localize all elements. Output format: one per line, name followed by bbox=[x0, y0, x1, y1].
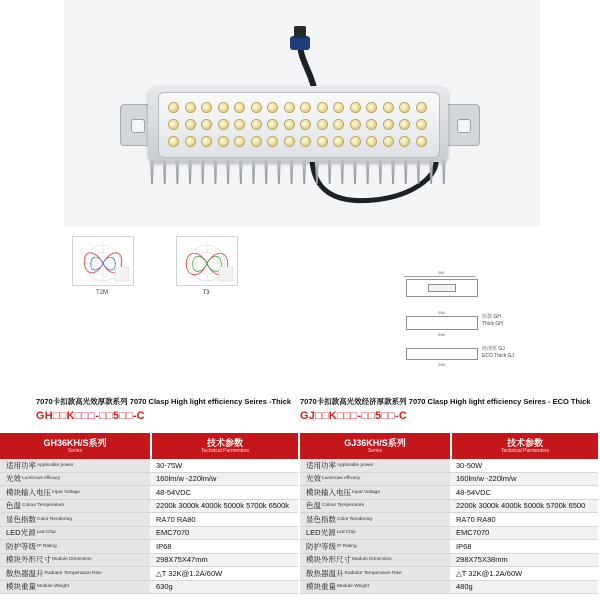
table-row bbox=[300, 581, 598, 595]
led-chip bbox=[268, 137, 277, 146]
table-body bbox=[300, 459, 598, 594]
row-label-cn: 模块外形尺寸 bbox=[6, 555, 51, 565]
row-label-en: Luminous efficacy bbox=[322, 476, 361, 482]
row-label-en: Colour Temperature bbox=[22, 503, 65, 509]
heatsink-fins bbox=[150, 160, 446, 184]
row-value: 30-75W bbox=[150, 459, 298, 472]
row-value: 2200k 3000k 4000k 5000k 5700k 6500k bbox=[150, 500, 298, 513]
drawing-note-thick bbox=[482, 314, 503, 328]
led-chip bbox=[202, 120, 211, 129]
led-chip bbox=[367, 120, 376, 129]
led-chip bbox=[351, 137, 360, 146]
row-value: EMC7070 bbox=[450, 527, 598, 540]
drawing-note-thick-cn: 厚款 GH bbox=[482, 314, 501, 320]
dimension-line-top bbox=[404, 276, 476, 277]
led-chip bbox=[235, 103, 244, 112]
row-label-en: Module Weight bbox=[37, 584, 69, 590]
table-row bbox=[300, 567, 598, 581]
row-label-en: IP Rating bbox=[37, 543, 57, 549]
row-value: 160lm/w -220lm/w bbox=[450, 473, 598, 486]
row-value: 298X75X38mm bbox=[450, 554, 598, 567]
row-value: 30-50W bbox=[450, 459, 598, 472]
table-row bbox=[0, 527, 298, 541]
row-value: IP68 bbox=[150, 540, 298, 553]
header-params-cell bbox=[452, 433, 598, 459]
led-chip bbox=[285, 137, 294, 146]
dimension-top: 281 bbox=[438, 270, 445, 275]
led-chip bbox=[268, 103, 277, 112]
model-code-thick: GH□□K□□□-□□5□□-C bbox=[36, 410, 145, 422]
table-row bbox=[0, 540, 298, 554]
series-title-eco: 7070卡扣款高光效经济厚款系列 7070 Clasp High light efficiency Seires - ECO Thick bbox=[300, 397, 591, 406]
row-value: EMC7070 bbox=[150, 527, 298, 540]
row-value: 480g bbox=[450, 581, 598, 594]
row-label bbox=[0, 527, 150, 540]
heatsink-fin bbox=[239, 160, 243, 184]
row-label bbox=[300, 513, 450, 526]
table-row bbox=[0, 581, 298, 595]
row-value: 160lm/w -220lm/w bbox=[150, 473, 298, 486]
row-label-cn: 模块重量 bbox=[6, 582, 36, 592]
row-label-en: Radiator Temperature Rise bbox=[344, 570, 402, 576]
header-params: 技术参数 bbox=[506, 437, 543, 448]
header-series-cell bbox=[0, 433, 152, 459]
table-row bbox=[0, 473, 298, 487]
led-chip bbox=[186, 103, 195, 112]
table-row bbox=[300, 473, 598, 487]
row-label-en: Applicable power bbox=[37, 462, 74, 468]
table-row bbox=[0, 554, 298, 568]
table-row bbox=[300, 527, 598, 541]
led-chip bbox=[219, 137, 228, 146]
row-label-en: Color Rendering bbox=[37, 516, 72, 522]
led-chip bbox=[301, 103, 310, 112]
row-value: 630g bbox=[150, 581, 298, 594]
row-label-en: Radiator Temperature Rise bbox=[44, 570, 102, 576]
led-chip bbox=[417, 103, 426, 112]
heatsink-fin bbox=[290, 160, 294, 184]
row-label-cn: LED光源 bbox=[306, 528, 336, 538]
led-chip bbox=[252, 137, 261, 146]
row-label bbox=[0, 554, 150, 567]
row-label-en: Module Dimension bbox=[352, 557, 392, 563]
row-label-cn: 模块输入电压 bbox=[6, 487, 51, 497]
heatsink-fin bbox=[315, 160, 319, 184]
led-chip bbox=[169, 137, 178, 146]
led-chip bbox=[169, 103, 178, 112]
row-label-cn: LED光源 bbox=[6, 528, 36, 538]
row-label-cn: 色温 bbox=[6, 501, 21, 511]
diagram-caption-t2m: T2M bbox=[96, 290, 108, 296]
drawing-eco-side bbox=[406, 348, 478, 360]
row-label-en: Colour Temperature bbox=[322, 503, 365, 509]
heatsink-fin bbox=[404, 160, 408, 184]
row-label bbox=[300, 486, 450, 499]
row-label-cn: 光效 bbox=[306, 474, 321, 484]
heatsink-fin bbox=[366, 160, 370, 184]
row-label-cn: 防护等级 bbox=[6, 541, 36, 551]
heatsink-fin bbox=[163, 160, 167, 184]
led-chip bbox=[301, 137, 310, 146]
heatsink-fin bbox=[328, 160, 332, 184]
row-label-en: Module Weight bbox=[337, 584, 369, 590]
heatsink-fin bbox=[442, 160, 446, 184]
dimension-bottom: 298 bbox=[438, 362, 445, 367]
led-chip bbox=[318, 137, 327, 146]
row-label-cn: 模块外形尺寸 bbox=[306, 555, 351, 565]
row-label-cn: 模块重量 bbox=[306, 582, 336, 592]
row-label-cn: 模块输入电压 bbox=[306, 487, 351, 497]
led-chip bbox=[318, 103, 327, 112]
row-label bbox=[300, 581, 450, 594]
led-chip bbox=[268, 120, 277, 129]
heatsink-fin bbox=[175, 160, 179, 184]
led-chip bbox=[351, 120, 360, 129]
table-row bbox=[0, 567, 298, 581]
row-label bbox=[0, 473, 150, 486]
heatsink-fin bbox=[188, 160, 192, 184]
drawing-top-inner bbox=[428, 284, 456, 292]
row-label-en: Led Chip bbox=[36, 530, 56, 536]
row-label-cn: 散热器温升 bbox=[6, 568, 44, 578]
row-label-en: Luminous efficacy bbox=[22, 476, 61, 482]
row-label bbox=[0, 567, 150, 580]
table-row bbox=[300, 500, 598, 514]
row-label-cn: 显色指数 bbox=[6, 514, 36, 524]
spec-table-eco bbox=[300, 433, 598, 594]
heatsink-fin bbox=[277, 160, 281, 184]
heatsink-fin bbox=[391, 160, 395, 184]
row-value: △T 32K@1.2A/60W bbox=[150, 567, 298, 580]
row-label bbox=[0, 513, 150, 526]
drawing-note-eco-en: ECO Thick GJ bbox=[482, 353, 514, 359]
led-chip bbox=[202, 103, 211, 112]
drawing-note-thick-en: Thick GH bbox=[482, 321, 503, 327]
heatsink-fin bbox=[340, 160, 344, 184]
header-params: 技术参数 bbox=[206, 437, 243, 448]
led-chip bbox=[202, 137, 211, 146]
led-chip bbox=[285, 120, 294, 129]
led-chip bbox=[367, 137, 376, 146]
dimension-mid-2: 236 bbox=[438, 332, 445, 337]
series-title-thick: 7070卡扣款高光效厚款系列 7070 Clasp High light efficiency Seires -Thick bbox=[36, 397, 292, 406]
led-chip bbox=[219, 103, 228, 112]
row-value: 2200k 3000k 4000k 5000k 5700k 6500 bbox=[450, 500, 598, 513]
table-body bbox=[0, 459, 298, 594]
led-chip bbox=[219, 120, 228, 129]
header-series: GJ36KH/S系列 bbox=[344, 437, 406, 448]
header-series-cell bbox=[300, 433, 452, 459]
heatsink-fin bbox=[226, 160, 230, 184]
mounting-ear-right bbox=[446, 104, 480, 146]
led-lens-plate bbox=[158, 92, 440, 158]
led-chip bbox=[367, 103, 376, 112]
led-chip bbox=[334, 137, 343, 146]
led-chip bbox=[285, 103, 294, 112]
led-chip bbox=[417, 120, 426, 129]
row-label-cn: 显色指数 bbox=[306, 514, 336, 524]
row-label-cn: 适用功率 bbox=[306, 460, 336, 470]
row-value: 298X75X47mm bbox=[150, 554, 298, 567]
row-label bbox=[300, 459, 450, 472]
led-chip bbox=[417, 137, 426, 146]
row-label bbox=[0, 500, 150, 513]
led-chip bbox=[334, 120, 343, 129]
row-label bbox=[0, 581, 150, 594]
header-params-sub: Technical Parmenters bbox=[200, 447, 250, 454]
row-label bbox=[0, 486, 150, 499]
heatsink-fin bbox=[264, 160, 268, 184]
heatsink-fin bbox=[252, 160, 256, 184]
model-code-eco: GJ□□K□□□-□□5□□-C bbox=[300, 410, 408, 422]
row-label-en: Led Chip bbox=[336, 530, 356, 536]
led-chip bbox=[400, 103, 409, 112]
heatsink-fin bbox=[429, 160, 433, 184]
heatsink-fin bbox=[302, 160, 306, 184]
table-row bbox=[300, 540, 598, 554]
row-value: 48-54VDC bbox=[450, 486, 598, 499]
row-label bbox=[300, 540, 450, 553]
header-series-sub: Series bbox=[67, 447, 83, 454]
led-chip bbox=[351, 103, 360, 112]
heatsink-fin bbox=[416, 160, 420, 184]
heatsink-fin bbox=[201, 160, 205, 184]
row-label bbox=[0, 540, 150, 553]
drawing-note-eco-cn: 经济厚 GJ bbox=[482, 346, 505, 352]
led-chip bbox=[252, 120, 261, 129]
row-label-cn: 防护等级 bbox=[306, 541, 336, 551]
led-chip bbox=[384, 137, 393, 146]
row-value: IP68 bbox=[450, 540, 598, 553]
row-label-en: Input Voltage bbox=[52, 489, 81, 495]
table-header bbox=[300, 433, 598, 459]
led-chip bbox=[301, 120, 310, 129]
led-chip bbox=[186, 120, 195, 129]
photometric-diagram-t2m bbox=[72, 236, 134, 286]
heatsink-fin bbox=[213, 160, 217, 184]
row-value: 48-54VDC bbox=[150, 486, 298, 499]
table-row bbox=[300, 554, 598, 568]
heatsink-fin bbox=[353, 160, 357, 184]
row-label bbox=[300, 500, 450, 513]
header-params-cell bbox=[152, 433, 298, 459]
row-label-en: Color Rendering bbox=[337, 516, 372, 522]
table-row bbox=[0, 500, 298, 514]
heatsink-fin bbox=[378, 160, 382, 184]
led-chip bbox=[400, 120, 409, 129]
row-label-en: Module Dimension bbox=[52, 557, 92, 563]
spec-table-thick bbox=[0, 433, 298, 594]
row-label-cn: 散热器温升 bbox=[306, 568, 344, 578]
row-label-cn: 适用功率 bbox=[6, 460, 36, 470]
row-label bbox=[300, 554, 450, 567]
drawing-thick-side bbox=[406, 316, 478, 330]
table-row bbox=[0, 486, 298, 500]
led-chip bbox=[252, 103, 261, 112]
led-chip bbox=[235, 120, 244, 129]
row-label bbox=[300, 527, 450, 540]
led-chip bbox=[384, 120, 393, 129]
row-label bbox=[300, 473, 450, 486]
photometric-diagram-t3 bbox=[176, 236, 238, 286]
led-chip bbox=[384, 103, 393, 112]
row-value: △T 32K@1.2A/60W bbox=[450, 567, 598, 580]
row-value: RA70 RA80 bbox=[450, 513, 598, 526]
led-chip bbox=[400, 137, 409, 146]
row-label-en: IP Rating bbox=[337, 543, 357, 549]
drawing-note-eco bbox=[482, 346, 514, 360]
table-header bbox=[0, 433, 298, 459]
row-label bbox=[0, 459, 150, 472]
header-series-sub: Series bbox=[367, 447, 383, 454]
led-chip bbox=[318, 120, 327, 129]
table-row bbox=[0, 459, 298, 473]
table-row bbox=[300, 513, 598, 527]
table-row bbox=[0, 513, 298, 527]
row-label bbox=[300, 567, 450, 580]
dimension-mid: 298 bbox=[438, 310, 445, 315]
row-label-cn: 色温 bbox=[306, 501, 321, 511]
led-chip bbox=[235, 137, 244, 146]
table-row bbox=[300, 459, 598, 473]
row-value: RA70 RA80 bbox=[150, 513, 298, 526]
header-series: GH36KH/S系列 bbox=[43, 437, 107, 448]
table-row bbox=[300, 486, 598, 500]
header-params-sub: Technical Parmenters bbox=[500, 447, 550, 454]
led-chip bbox=[169, 120, 178, 129]
heatsink-fin bbox=[150, 160, 154, 184]
led-chip bbox=[334, 103, 343, 112]
row-label-cn: 光效 bbox=[6, 474, 21, 484]
led-chip bbox=[186, 137, 195, 146]
diagram-caption-t3: T3 bbox=[202, 290, 210, 296]
row-label-en: Input Voltage bbox=[352, 489, 381, 495]
row-label-en: Applicable power bbox=[337, 462, 374, 468]
